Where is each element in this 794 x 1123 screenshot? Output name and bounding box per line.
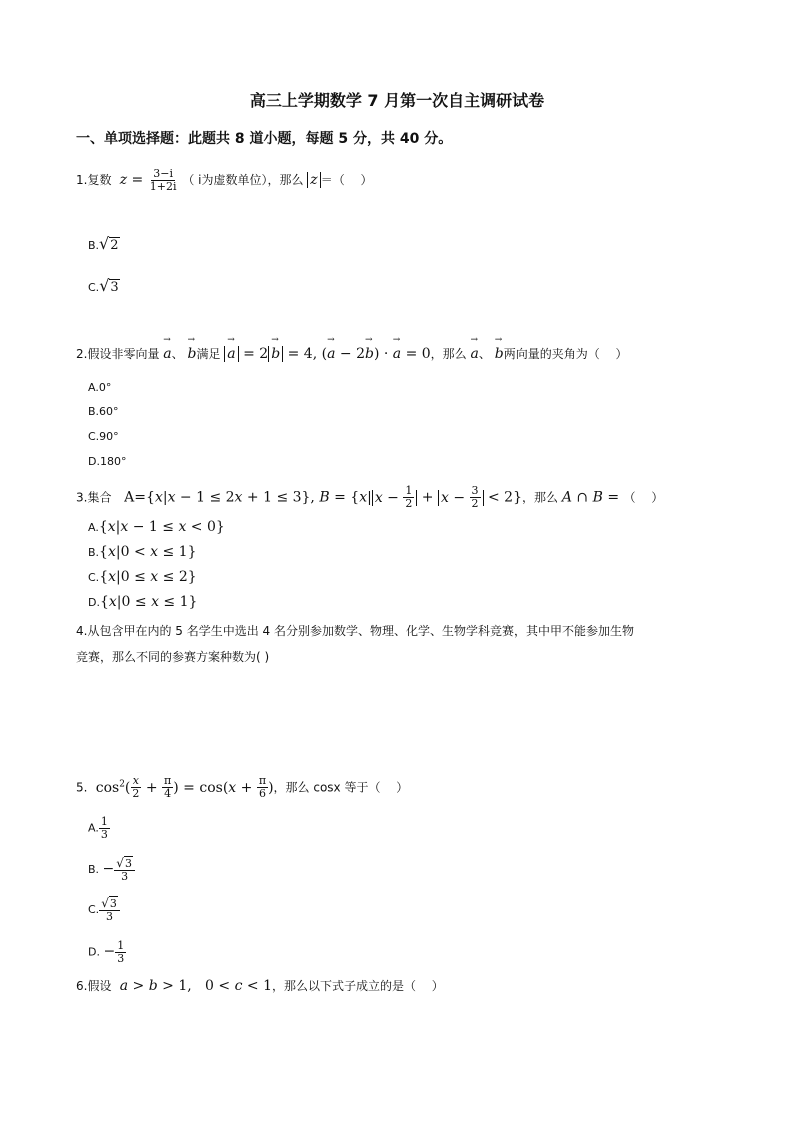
q1-fraction: $\frac{3-i}{1+2i}$	[149, 167, 177, 193]
q2-condition: → a = 2→ b = 4, (→ a − 2→ b) · → a = 0	[224, 346, 430, 362]
question-6: 6.假设 a > b > 1, 0 < c < 1，那么以下式子成立的是（ ）	[76, 978, 444, 994]
q6-condition: a > b > 1, 0 < c < 1	[119, 978, 272, 994]
q5-option-c[interactable]: C. $\frac{√3}{3}$	[88, 897, 120, 923]
question-5: 5. $\cos^2$( $\frac{x}{2}$ + $\frac{\pi}{4}$ ) = cos(x + $\frac{\pi}{6}$ )，那么 cosx 等于（ ）	[76, 774, 409, 800]
q3-option-d[interactable]: D.{x|0 ≤ x ≤ 1}	[88, 594, 198, 610]
q1-option-b[interactable]: B.√2	[88, 234, 119, 253]
q2-option-a[interactable]: A.0°	[88, 381, 112, 394]
question-1: 1.复数 z = $\frac{3-i}{1+2i}$ （ i为虚数单位），那么 z ＝（ ）	[76, 167, 373, 193]
q2-option-b[interactable]: B.60°	[88, 405, 119, 418]
q5-equation: $\cos^2$( $\frac{x}{2}$ + $\frac{\pi}{4}$ ) = cos(x + $\frac{\pi}{6}$ )	[91, 774, 274, 800]
q1-modulus: z	[307, 172, 320, 188]
q5-option-d[interactable]: D. − $\frac{1}{3}$	[88, 939, 125, 965]
q3-option-c[interactable]: C.{x|0 ≤ x ≤ 2}	[88, 569, 197, 585]
q5-option-b[interactable]: B. − $\frac{√3}{3}$	[88, 857, 135, 883]
q5-option-a[interactable]: A. $\frac{1}{3}$	[88, 815, 108, 841]
q2-option-c[interactable]: C.90°	[88, 430, 119, 443]
q3-set-definition: A={x|x − 1 ≤ 2x + 1 ≤ 3}, B = {x| x − $\frac{1}{2}$ + x − $\frac{3}{2}$ < 2}	[115, 484, 522, 510]
question-4-line-2: 竞赛，那么不同的参赛方案种数为( )	[76, 650, 270, 664]
q3-option-a[interactable]: A.{x|x − 1 ≤ x < 0}	[88, 519, 225, 535]
q1-end: ＝（ ）	[320, 173, 373, 187]
q1-prefix: 1.复数	[76, 173, 112, 187]
question-3: 3.集合 A={x|x − 1 ≤ 2x + 1 ≤ 3}, B = {x| x − $\frac{1}{2}$ + x − $\frac{3}{2}$ < 2}，那么 A ∩ B = （ ）	[76, 484, 664, 510]
q1-option-c[interactable]: C.√3	[88, 276, 119, 295]
q1-mid: （ i为虚数单位），那么	[182, 173, 304, 187]
q2-option-d[interactable]: D.180°	[88, 455, 127, 468]
q1-formula: z	[115, 172, 128, 188]
q3-option-b[interactable]: B.{x|0 < x ≤ 1}	[88, 544, 197, 560]
page-title: 高三上学期数学 7 月第一次自主调研试卷	[249, 91, 545, 110]
question-2: 2.假设非零向量 → a、 → b满足 → a = 2→ b = 4, (→ a − 2→ b) · → a = 0，那么 → a、 → b两向量的夹角为（ ）	[76, 345, 628, 362]
section-heading: 一、单项选择题：此题共 8 道小题，每题 5 分，共 40 分。	[76, 131, 453, 147]
question-4-line-1: 4.从包含甲在内的 5 名学生中选出 4 名分别参加数学、物理、化学、生物学科竞赛，其中甲不能参加生物	[76, 624, 634, 638]
